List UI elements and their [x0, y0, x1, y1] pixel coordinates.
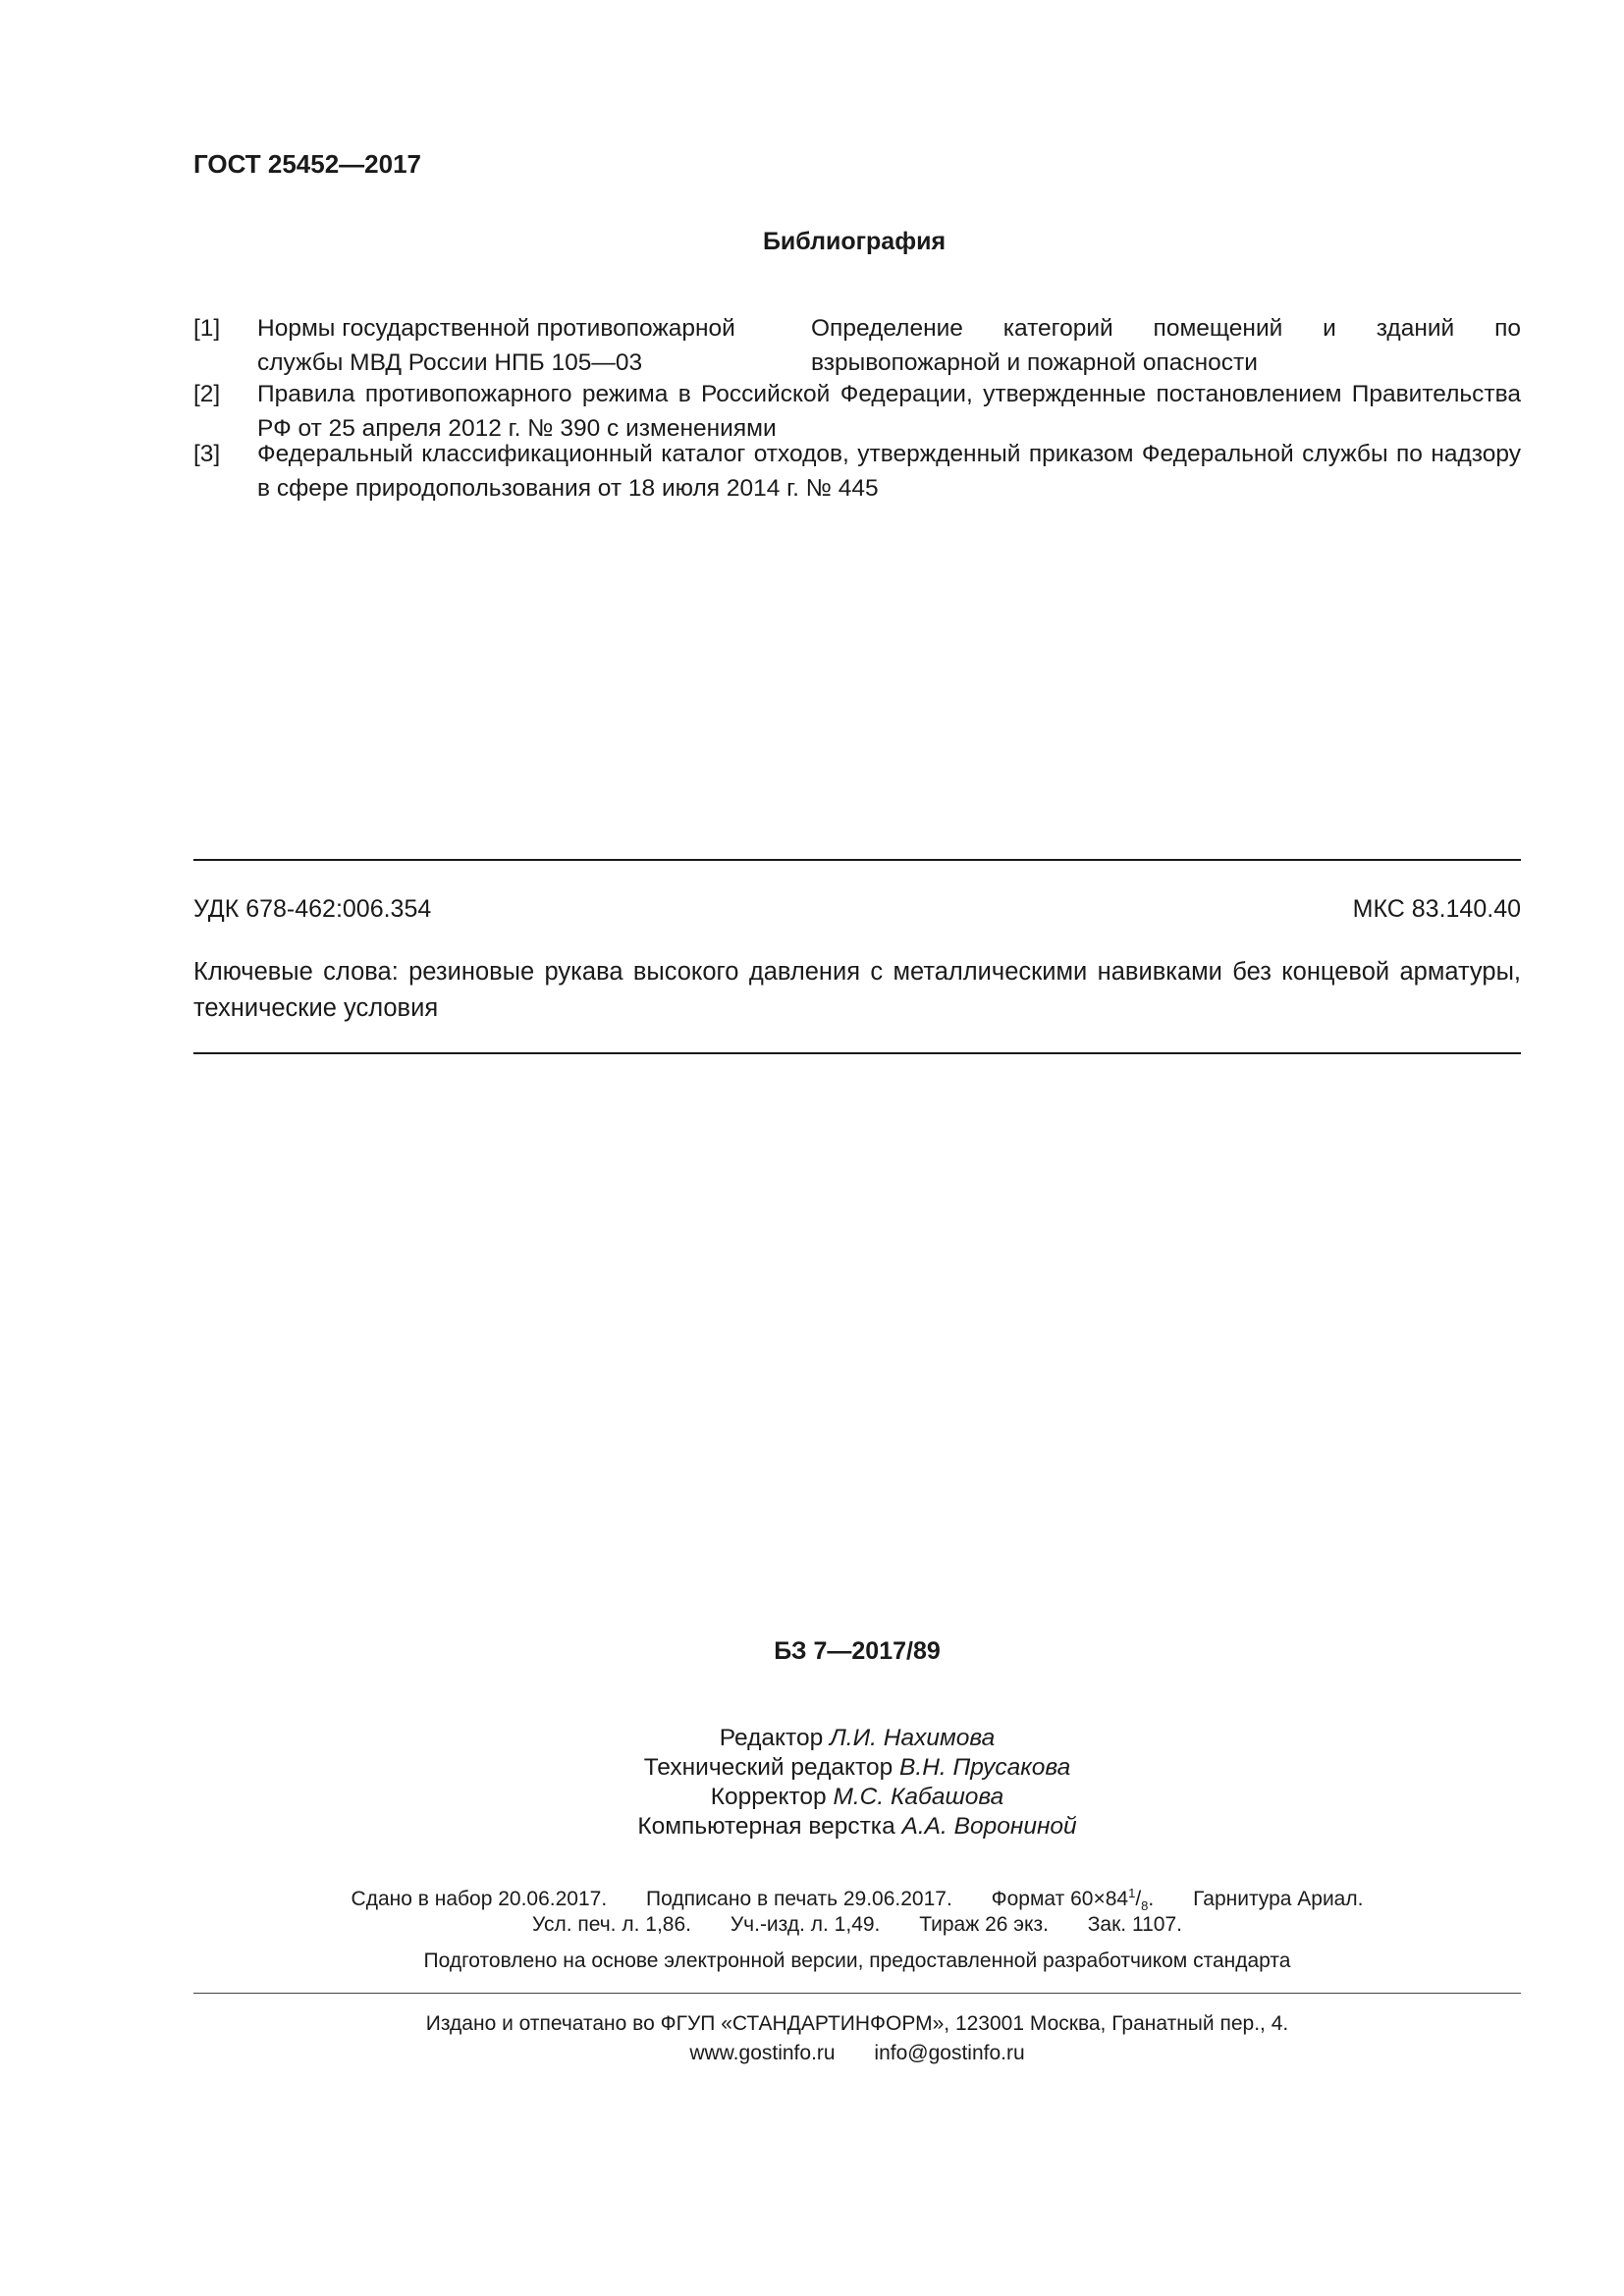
bibliography-item-text: Федеральный классификационный каталог отходов, утвержденный приказом Федеральной службы по надзору в сфере природопользования от 18 июля 2014 г. № 445 — [257, 441, 1521, 502]
bibliography-item-description: Определение категорий помещений и зданий по взрывопожарной и пожарной опасности — [811, 315, 1521, 376]
order-number: Зак. 1107. — [1087, 1913, 1182, 1936]
typeset-date: Сдано в набор 20.06.2017. — [351, 1888, 608, 1910]
prepared-note: Подготовлено на основе электронной версии, предоставленной разработчиком стандарта — [423, 1949, 1291, 1972]
editor-name: А.А. Ворониной — [901, 1813, 1077, 1840]
typeface: Гарнитура Ариал. — [1193, 1888, 1364, 1910]
print-sheets: Усл. печ. л. 1,86. — [532, 1913, 691, 1936]
editor-role: Компьютерная верстка — [637, 1813, 895, 1840]
editor-role: Корректор — [710, 1784, 827, 1810]
keywords: Ключевые слова: резиновые рукава высокого давления с металлическими навивками без концевой арматуры, технические условия — [193, 958, 1521, 1022]
udk-code: УДК 678-462:006.354 — [193, 895, 432, 923]
bibliography-title: Библиография — [762, 228, 947, 255]
bibliography-item-source: Нормы государственной противопожарной службы МВД России НПБ 105—03 — [257, 315, 735, 376]
document-code-header: ГОСТ 25452—2017 — [193, 149, 421, 179]
bz-number: БЗ 7—2017/89 — [774, 1637, 941, 1665]
section-divider-bottom — [193, 1052, 1521, 1054]
bibliography-item-number: [1] — [193, 315, 221, 342]
email-link[interactable]: info@gostinfo.ru — [874, 2042, 1025, 2064]
editor-line — [193, 1812, 1521, 1842]
signed-date: Подписано в печать 29.06.2017. — [646, 1888, 952, 1910]
imprint-divider — [193, 1993, 1521, 1994]
publisher-info: Издано и отпечатано во ФГУП «СТАНДАРТИНФОРМ», 123001 Москва, Гранатный пер., 4. — [425, 2012, 1289, 2035]
contact-line — [193, 2039, 1521, 2068]
editor-name: М.С. Кабашова — [833, 1784, 1004, 1810]
bibliography-item-number: [2] — [193, 381, 221, 407]
editor-role: Редактор — [719, 1725, 824, 1751]
bibliography-item-number: [3] — [193, 441, 221, 467]
editor-role: Технический редактор — [643, 1754, 893, 1781]
section-divider-top — [193, 859, 1521, 861]
editor-name: В.Н. Прусакова — [899, 1754, 1071, 1781]
format: Формат $60\times 84^1/_8$. — [991, 1886, 1155, 1914]
imprint-line-2 — [193, 1910, 1521, 1940]
website-link[interactable]: www.gostinfo.ru — [689, 2042, 836, 2064]
editor-line — [193, 1724, 1521, 1753]
editor-line — [193, 1783, 1521, 1812]
editor-name: Л.И. Нахимова — [830, 1725, 996, 1751]
bibliography-item-text: Правила противопожарного режима в Российской Федерации, утвержденные постановлением Правительства РФ от 25 апреля 2012 г. № 390 с изменениями — [257, 381, 1521, 442]
editor-line — [193, 1753, 1521, 1783]
mks-code: МКС 83.140.40 — [1352, 895, 1521, 923]
print-run: Тираж 26 экз. — [919, 1913, 1049, 1936]
publisher-sheets: Уч.-изд. л. 1,49. — [730, 1913, 881, 1936]
